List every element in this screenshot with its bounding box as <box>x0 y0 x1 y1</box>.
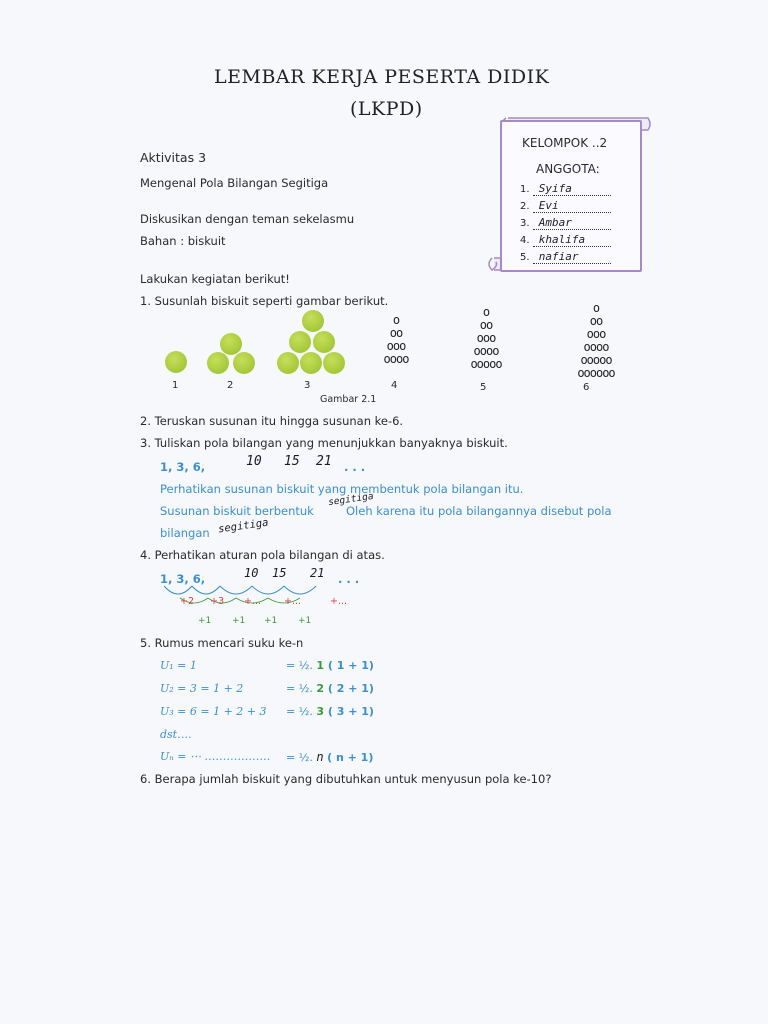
circle-row: ooo <box>586 327 606 341</box>
figure-label: 3 <box>304 380 311 391</box>
member-num: 1. <box>520 184 530 195</box>
circle-row: ooooo <box>470 357 502 371</box>
member-num: 3. <box>520 218 530 229</box>
circle-row: o <box>392 313 400 327</box>
circle-row: oooo <box>383 352 409 366</box>
member-name: khalifa <box>533 233 611 247</box>
circle-row: oo <box>389 326 403 340</box>
formula-rhs-b: ( 1 + 1) <box>324 659 374 672</box>
member-item <box>520 182 630 199</box>
member-item <box>520 250 630 267</box>
member-num: 4. <box>520 235 530 246</box>
cookie-3 <box>300 352 322 374</box>
formula-rhs-a: = ½. <box>286 705 317 718</box>
circle-row: o <box>482 305 490 319</box>
figure-label: 6 <box>583 382 590 393</box>
rule-plus-green: +1 <box>298 616 312 626</box>
member-num: 5. <box>520 252 530 263</box>
pattern-line-3: bilangan <box>160 526 210 540</box>
circle-row: o <box>592 301 600 315</box>
member-name: Evi <box>533 199 611 213</box>
circle-row: oo <box>589 314 603 328</box>
rule-filled: 21 <box>310 566 325 580</box>
formula-lhs: U₃ = 6 = 1 + 2 + 3 <box>160 705 267 718</box>
formula-rhs-a: = ½. <box>286 659 317 672</box>
member-name: nafiar <box>533 250 611 264</box>
page-title: LEMBAR KERJA PESERTA DIDIK <box>214 66 550 88</box>
circle-row: oooo <box>583 340 609 354</box>
cookie-1 <box>165 351 187 373</box>
cookie-3 <box>313 331 335 353</box>
formula-un-lhs: Uₙ = ⋯ ……………… <box>160 750 271 763</box>
rule-plus-red: +... <box>284 596 302 607</box>
formula-n: 2 <box>316 682 325 695</box>
rule-plus-red: +3 <box>210 596 225 607</box>
step-1: 1. Susunlah biskuit seperti gambar berikut. <box>140 294 389 308</box>
formula-un-b: ( n + 1) <box>327 751 374 764</box>
material-text: Bahan : biskuit <box>140 234 226 248</box>
member-item <box>520 199 630 216</box>
pattern-line-2a: Susunan biskuit berbentuk <box>160 504 314 518</box>
formula-rhs-a: = ½. <box>286 682 317 695</box>
pattern-line-2b: Oleh karena itu pola bilangannya disebut pola <box>346 504 612 518</box>
instruction-text: Lakukan kegiatan berikut! <box>140 272 290 286</box>
member-item <box>520 216 630 233</box>
rule-printed: 1, 3, 6, <box>160 572 206 586</box>
pattern-printed: 1, 3, 6, <box>160 460 206 474</box>
circle-row: oooo <box>473 344 499 358</box>
cookie-3 <box>323 352 345 374</box>
arrangement-4 <box>368 314 424 366</box>
figure-label: 5 <box>480 382 487 393</box>
cookie-2 <box>220 333 242 355</box>
member-list <box>520 182 630 267</box>
circle-row: ooo <box>476 331 496 345</box>
cookie-3 <box>277 352 299 374</box>
rule-plus-red: +... <box>330 596 348 607</box>
hand-segitiga-2: segitiga <box>217 516 270 536</box>
member-name: Syifa <box>533 182 611 196</box>
anggota-label: ANGGOTA: <box>536 162 600 176</box>
figure-label: 2 <box>227 380 234 391</box>
pattern-filled: 15 <box>284 454 300 469</box>
rule-ellipsis: . . . <box>338 572 360 586</box>
pattern-line-1: Perhatikan susunan biskuit yang membentuk pola bilangan itu. <box>160 482 524 496</box>
pattern-filled: 10 <box>246 454 262 469</box>
formula-rhs <box>286 659 374 672</box>
step-3: 3. Tuliskan pola bilangan yang menunjukkan banyaknya biskuit. <box>140 436 508 450</box>
page-subtitle: (LKPD) <box>350 98 423 120</box>
activity-title: Aktivitas 3 <box>140 150 207 165</box>
cookie-2 <box>233 352 255 374</box>
formula-n: 3 <box>316 705 325 718</box>
rule-filled: 10 <box>244 566 259 580</box>
member-item <box>520 233 630 250</box>
formula-dst: dst…. <box>160 728 192 741</box>
discuss-text: Diskusikan dengan teman sekelasmu <box>140 212 355 226</box>
circle-row: oo <box>479 318 493 332</box>
step-6: 6. Berapa jumlah biskuit yang dibutuhkan untuk menyusun pola ke-10? <box>140 772 552 786</box>
formula-rhs <box>286 705 374 718</box>
rule-plus-green: +1 <box>232 616 246 626</box>
cookie-2 <box>207 352 229 374</box>
formula-n: 1 <box>316 659 325 672</box>
formula-rhs-b: ( 2 + 1) <box>324 682 374 695</box>
step-2: 2. Teruskan susunan itu hingga susunan ke-6. <box>140 414 404 428</box>
cookie-3 <box>302 310 324 332</box>
circle-row: ooo <box>386 339 406 353</box>
cookie-3 <box>289 331 311 353</box>
kelompok-label: KELOMPOK ..2 <box>522 136 608 150</box>
group-scroll-box <box>488 114 652 272</box>
formula-un-a: = ½. <box>286 751 313 764</box>
formula-lhs: U₁ = 1 <box>160 659 197 672</box>
formula-un-n: n <box>316 750 324 764</box>
rule-plus-green: +1 <box>198 616 212 626</box>
formula-rhs <box>286 682 374 695</box>
arrangement-5 <box>456 306 516 371</box>
step-5: 5. Rumus mencari suku ke-n <box>140 636 304 650</box>
formula-lhs: U₂ = 3 = 1 + 2 <box>160 682 244 695</box>
rule-plus-red: +2 <box>180 596 195 607</box>
figure-label: 1 <box>172 380 179 391</box>
member-name: Ambar <box>533 216 611 230</box>
circle-row: oooooo <box>577 366 615 380</box>
formula-un-rhs <box>286 750 373 764</box>
circle-row: ooooo <box>580 353 612 367</box>
hand-segitiga-1: segitiga <box>327 490 375 509</box>
activity-subtitle: Mengenal Pola Bilangan Segitiga <box>140 176 329 190</box>
formula-rhs-b: ( 3 + 1) <box>324 705 374 718</box>
figure-label: 4 <box>391 380 398 391</box>
pattern-filled: 21 <box>316 454 332 469</box>
member-num: 2. <box>520 201 530 212</box>
rule-plus-red: +... <box>244 596 262 607</box>
step-4: 4. Perhatikan aturan pola bilangan di atas. <box>140 548 385 562</box>
rule-filled: 15 <box>272 566 287 580</box>
arrangement-6 <box>560 302 632 380</box>
pattern-ellipsis: . . . <box>344 460 366 474</box>
figure-caption: Gambar 2.1 <box>320 394 377 405</box>
rule-plus-green: +1 <box>264 616 278 626</box>
